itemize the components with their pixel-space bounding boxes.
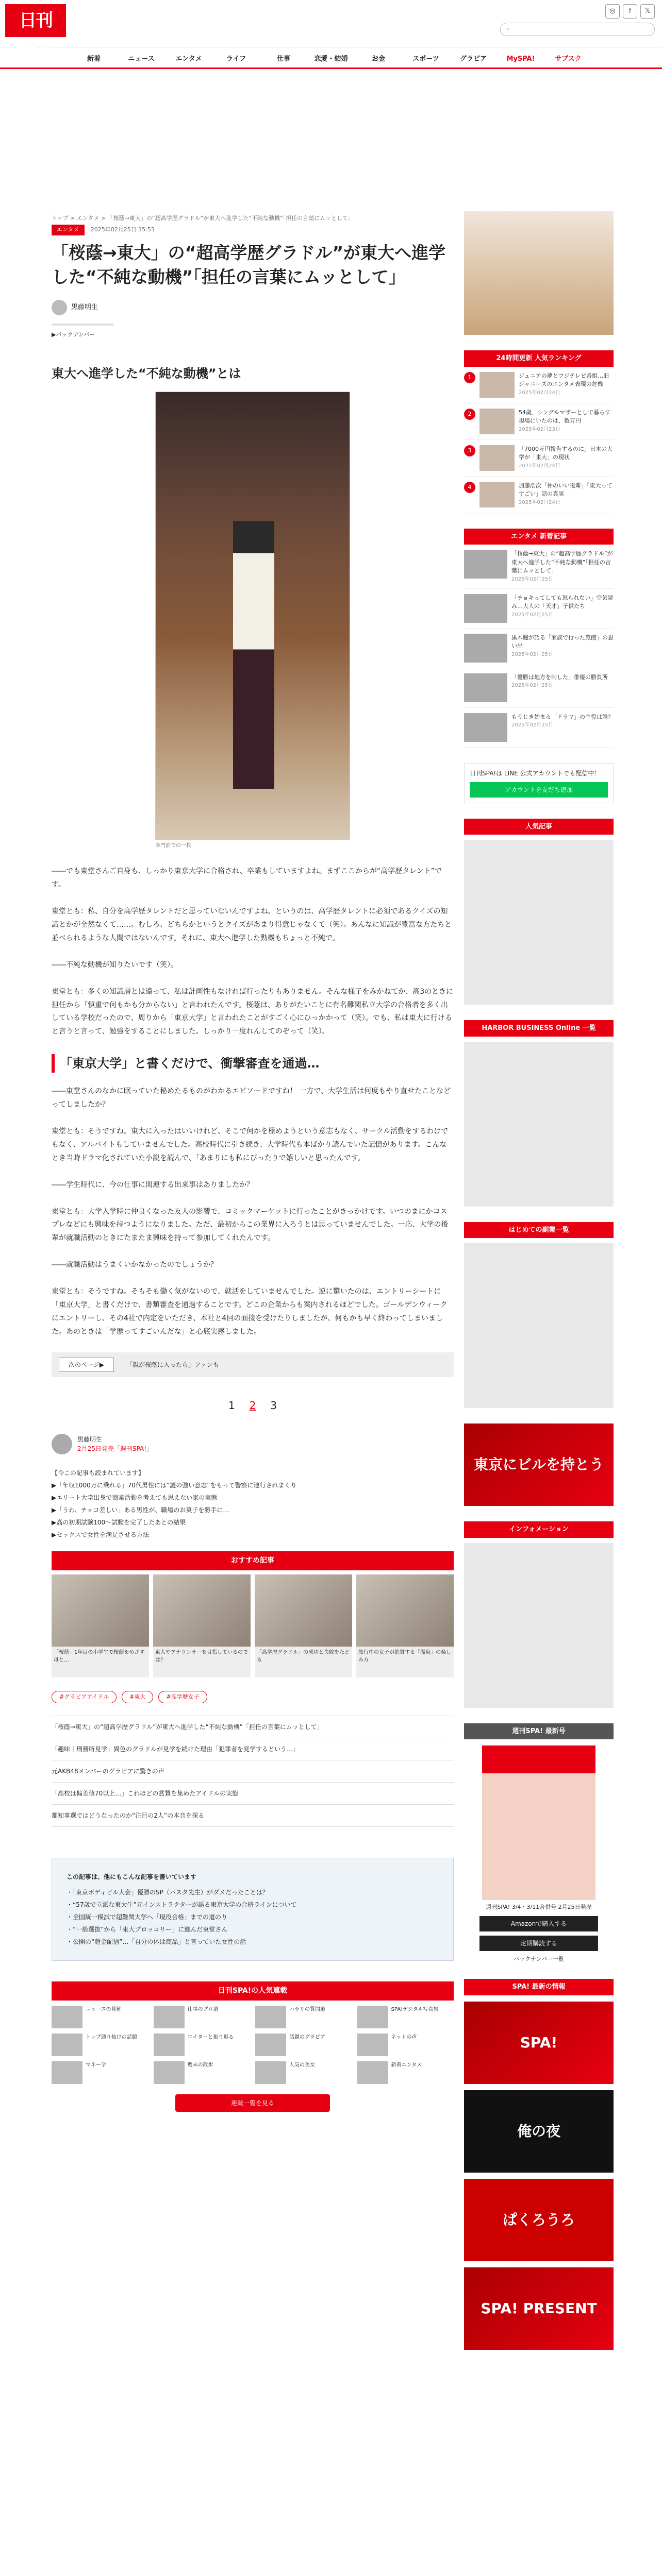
related-item[interactable]: 元AKB48メンバーのグラビアに驚きの声 [52,1760,454,1783]
nav-item[interactable]: サブスク [555,55,582,63]
popular-heading: 日刊SPA!の人気連載 [52,1981,454,2001]
paragraph: 東堂とも：そうですね。そもそも働く気がないので、就活をしていませんでした。逆に驚いたのは、エントリーシートに「東京大学」と書くだけで、書類審査を通過することです。どこの企業からも案内されるほどでした。ゴールデンウィークにエントリーし、その4社で内定をいただき、本社と4回の面接を受けたりしましたが、何もかも早く終わってしまいました。あのときは「学歴ってすごいんだな」と心底実感しました。 [52,1287,448,1336]
popular-thumb [255,2061,286,2084]
hajime-heading: はじめての副業一覧 [464,1222,614,1239]
paragraph: ――東堂さんのなかに眠っていた秘めたるものがわかるエピソードですね！ 一方で、大学生活は何度もやり直せたことなどってしましたか？ [52,1087,451,1109]
popular-item[interactable] [52,2006,148,2028]
nav-item[interactable]: グラビア [459,55,487,63]
new-date: 2025年02月25日 [511,683,553,688]
next-page-title[interactable]: 「親が桜蔭に入ったら」ファンも [126,1361,219,1368]
new-thumb [464,673,507,702]
main-nav [0,50,662,69]
popular-thumb [357,2061,388,2084]
site-logo[interactable]: 日刊SPA! [5,4,66,37]
popular-thumb [154,2006,185,2028]
author-name[interactable]: 黒藤明生 [71,303,98,312]
promo-banner[interactable]: 東京にビルを持とう [464,1423,614,1506]
info-list[interactable] [464,1543,614,1708]
ranking-item[interactable] [464,477,614,513]
writer-sub[interactable]: 2月25日発売「週刊SPA!」 [77,1445,153,1452]
link-item[interactable]: ▶「年収1000万に乗れる」70代男性には“謎の強い意志”をもって警察に連行されまくり [52,1481,297,1489]
ranking-heading: 24時間更新 人気ランキング [464,350,614,367]
new-articles-box [464,529,614,748]
popular-title[interactable]: ロイターと振り返る [187,2035,234,2041]
promo-banner[interactable]: ぱくろうろ [464,2179,614,2261]
section-heading: 東大へ進学した“不純な動機”とは [52,366,241,381]
new-thumb [464,594,507,623]
popular-thumb [255,2033,286,2056]
tag-pill[interactable]: #高学歴女子 [158,1691,207,1704]
popular-title[interactable]: トップ通り抜けの話題 [86,2035,137,2041]
nav-item[interactable]: 新着 [87,55,101,63]
popular-series [52,1981,454,2112]
line-text: 日刊SPA!は LINE 公式アカウントでも配信中！ [470,769,601,777]
nav-item[interactable]: エンタメ [175,55,202,63]
rank-date: 2025年02月24日 [519,463,560,469]
nav-item[interactable]: 恋愛・結婚 [314,55,348,63]
new-title[interactable]: 「優勝は地方を制した」俳優の勝負所 [511,673,608,681]
link-item[interactable]: ▶エリート大学出身で商業活動を考えても思えない家の実態 [52,1494,218,1501]
reco-title[interactable]: 東大やアナウンサーを目指しているのでは？ [155,1649,248,1663]
line-add-button[interactable]: アカウントを友だち追加 [470,782,608,798]
popular-item[interactable] [255,2006,352,2028]
page-link[interactable]: 1 [228,1399,235,1412]
rank-number: 1 [464,372,475,383]
more-heading: 人気記事 [464,819,614,835]
rank-thumb [479,482,515,507]
new-item[interactable] [464,668,614,708]
rank-date: 2025年02月23日 [519,426,560,432]
backnumber-link[interactable]: ▶バックナンバー [52,331,95,338]
reco-image [153,1574,251,1647]
new-date: 2025年02月25日 [511,576,553,582]
popular-thumb [52,2006,82,2028]
rank-title[interactable]: 「7000万円報告するのに」日本の大学が「東大」の現状 [519,445,613,461]
popular-item[interactable] [357,2061,454,2084]
new-thumb [464,634,507,663]
nav-item[interactable]: スポーツ [412,55,439,63]
info-box [464,1521,614,1708]
popular-title[interactable]: ネットの声 [391,2035,417,2041]
line-box [464,763,614,803]
related-list [52,1716,454,1827]
paragraph: 東堂とも：そうですね。東大に入ったはいいけれど、そこで何かを極めようという意志もなく、サークル活動をするわけでもなく、アルバイトもしていませんでした。高校時代に引き続き、大学時代も本ばかり読んでいた記憶があります。こんなとき当時ドラマ化されていた小説を読んで、「あまりにも私にぴったりで嬉しいと思ったんです。 [52,1127,449,1162]
box-heading: この記事は、他にもこんな記事を書いています [67,1873,197,1881]
paragraph: ――でも東堂さんご自身も、しっかり東京大学に合格され、卒業もしていますよね。まずここからが“高学歴タレント”です。 [52,867,442,889]
popular-item[interactable] [255,2033,352,2056]
avatar [52,1434,72,1454]
new-date: 2025年02月25日 [511,651,553,657]
new-item[interactable] [464,589,614,629]
rank-thumb [479,372,515,398]
writer-profile [52,1434,454,1454]
breadcrumb[interactable]: トップ > エンタメ > 「桜蔭→東大」の“超高学歴グラドル”が東大へ進学した“不純な動機”「担任の言葉にムッとして」 [52,215,354,222]
rank-number: 3 [464,445,475,456]
author[interactable] [52,300,454,315]
popular-item[interactable] [154,2061,251,2084]
avatar [52,300,67,315]
rank-title[interactable]: 加藤浩次「仲のいい後輩」「東大ってすごい」話の真実 [519,482,613,497]
more-series-button[interactable]: 連載一覧を見る [175,2094,330,2112]
article-title: 「桜蔭→東大」の“超高学歴グラドル”が東大へ進学した“不純な動機”「担任の言葉にムッとして」 [52,242,446,287]
next-page-bar[interactable] [52,1352,454,1377]
popular-thumb [52,2033,82,2056]
search-icon: ⌕ [507,25,510,32]
nav-item[interactable]: MySPA! [506,55,535,63]
new-date: 2025年02月25日 [511,722,553,728]
box-item[interactable]: ・公開の“超金配信”…「自分の体は商品」と言っていた女性の話 [67,1938,246,1946]
new-title[interactable]: 「チョキってしても怒られない」空気読み…大人の「天才」子供たち [511,594,614,609]
paragraph: 東堂とも：私、自分を高学歴タレントだと思っていないんですよね。というのは、高学歴タレントに必須であるクイズの知識とかが全然なくて……。むしろ、どちらかというとクイズがあまり得意じゃなくて（笑）。あんなに知識が豊富な方たちと並べられるような人間ではないんです。それに、東大へ進学した動機もちょっと不純で。 [52,907,452,942]
nav-item[interactable]: 仕事 [276,55,290,63]
reco-heading: おすすめ記事 [52,1551,454,1570]
reco-title[interactable]: 「桜蔭」1年目の小学生で桜蔭をめざす母と… [54,1649,145,1663]
reco-grid [52,1574,454,1677]
rank-date: 2025年02月24日 [519,499,560,505]
reco-card[interactable] [356,1574,454,1677]
paragraph: 東堂とも：多くの知識層とは違って、私は計画性もなければ行ったりもありません。そんな様子をみかねてか、高3のときに担任から「慎重で何もかも分からない」と言われたんです。桜蔭は、ありがたいことに有名難関私立大学の合格者を多く出している学校だったので、周りから「東京大学」と言われたことがすごく心にひっかかって（笑）。でも、私は東大に行けると言うと言って、勉強をすることにしました。しっかり一度れんしてのぞって（笑）。 [52,987,454,1036]
new-title[interactable]: 「桜蔭→東大」の“超高学歴グラドル”が東大へ進学した“不純な動機”「担任の言葉にムッとして」 [511,550,613,574]
popular-item[interactable] [154,2033,251,2056]
popular-item[interactable] [52,2033,148,2056]
new-heading: エンタメ 新着記事 [464,529,614,545]
more-box [464,819,614,1005]
photo-caption: 赤門前での一枚 [155,843,191,849]
ranking-item[interactable] [464,367,614,403]
new-item[interactable] [464,629,614,668]
rank-title[interactable]: ジュニアの夢とフジテレビ番組…旧ジャニーズのエンタメ表現の危機 [519,372,609,387]
article-list-placeholder[interactable] [464,840,614,1005]
box-item[interactable]: ・“57歳で立派な東大生”元インストラクターが語る東京大学の合格ラインについて [67,1901,297,1909]
link-item[interactable]: ▶高の初期試験100～試験を完了したあとの結果 [52,1518,186,1526]
weekly-date: 週刊SPA! 3/4・3/11合併号 2月25日発売 [486,1904,592,1910]
article-body [52,865,454,1039]
new-item[interactable] [464,708,614,748]
popular-item[interactable] [357,2033,454,2056]
paragraph: ――就職活動はうまくいかなかったのでしょうか？ [52,1261,218,1269]
popular-title[interactable]: 人気の美女 [289,2062,315,2069]
weekly-box [464,1723,614,1964]
new-date: 2025年02月25日 [511,612,553,618]
backnumber-link[interactable]: バックナンバー一覧 [514,1955,564,1962]
rank-date: 2025年02月24日 [519,389,560,396]
spa-info-box [464,1979,614,2350]
rank-number: 4 [464,482,475,493]
recommended-links [52,1467,454,1541]
popular-thumb [255,2006,286,2028]
popular-thumb [154,2033,185,2056]
paragraph: ――不純な動機が知りたいです（笑）。 [52,960,178,969]
magazine-cover[interactable] [482,1745,595,1900]
page-link[interactable]: 2 [249,1399,256,1412]
popular-title[interactable]: 週末の散歩 [187,2062,213,2069]
spa-heading: SPA! 最新の情報 [464,1979,614,1995]
box-item[interactable]: ・「東京ボディビル大会」優勝のSP（パスタ先生）がダメだったことは？ [67,1889,269,1896]
category-tag[interactable]: エンタメ [52,225,85,235]
reco-image [356,1574,454,1647]
hajime-box [464,1222,614,1409]
x-icon[interactable]: 𝕏 [640,4,655,19]
popular-grid [52,2006,454,2084]
new-item[interactable] [464,545,614,589]
popular-item[interactable] [154,2006,251,2028]
tag-pill[interactable]: #東大 [122,1691,153,1704]
article-body-2 [52,1085,454,1338]
links-heading: 【今この記事も読まれています】 [52,1469,145,1477]
nav-item[interactable]: ニュース [128,55,155,63]
reco-card[interactable] [52,1574,149,1677]
share-bar [52,324,113,326]
rank-number: 2 [464,409,475,420]
promo-banner[interactable]: 俺の夜 [464,2090,614,2173]
reco-card[interactable] [153,1574,251,1677]
popular-item[interactable] [255,2061,352,2084]
page-link[interactable]: 3 [270,1399,277,1412]
ranking-item[interactable] [464,440,614,477]
article-date: 2025年02月25日 15:53 [90,226,155,233]
author-articles-box [52,1858,454,1961]
new-title[interactable]: 黒木瞳が語る「家族で行った旅館」の思い出 [511,634,614,649]
sidebar [464,211,614,2365]
subheading: 「東京大学」と書くだけで、衝撃審査を通過… [52,1054,454,1073]
new-title[interactable]: もうじき始まる「ドラマ」の主役は誰？ [511,713,614,720]
reco-title[interactable]: 「高学歴グラドル」の成功と失敗をたどる [257,1649,350,1663]
reco-image [255,1574,352,1647]
photo-subject [233,521,274,789]
related-item[interactable]: 都知事選ではどうなったのか“注目の2人”の本音を探る [52,1805,454,1827]
popular-item[interactable] [357,2006,454,2028]
facebook-icon[interactable]: f [623,4,637,19]
hajime-list[interactable] [464,1243,614,1408]
popular-thumb [357,2006,388,2028]
reco-title[interactable]: 旅行中の女子が絶賛する「温泉」の楽しみ方 [358,1649,451,1663]
hb-list[interactable] [464,1042,614,1207]
new-thumb [464,550,507,579]
rank-thumb [479,445,515,471]
info-heading: インフォメーション [464,1521,614,1538]
reco-card[interactable] [255,1574,352,1677]
popular-title[interactable]: マネー学 [86,2062,106,2069]
weekly-heading: 週刊SPA! 最新号 [464,1723,614,1740]
sidebar-ad[interactable] [464,211,614,335]
writer-name[interactable]: 黒藤明生 [77,1435,103,1443]
hb-box [464,1020,614,1207]
ranking-box [464,350,614,513]
popular-title[interactable]: SPA!デジタル写真集 [391,2007,439,2013]
article-photo [155,392,350,840]
popular-title[interactable]: ハラリの質問道 [289,2007,325,2013]
popular-thumb [357,2033,388,2056]
pagination [52,1398,454,1413]
link-item[interactable]: ▶セックスで女性を満足させる方法 [52,1531,150,1538]
nav-item[interactable]: ライフ [226,55,246,63]
related-item[interactable]: 「桜蔭→東大」の“超高学歴グラドル”が東大へ進学した“不純な動機”「担任の言葉にムッとして」 [52,1716,454,1738]
nav-item[interactable]: お金 [371,55,385,63]
rank-thumb [479,409,515,434]
amazon-button[interactable]: Amazonで購入する [479,1916,598,1931]
ranking-item[interactable] [464,403,614,440]
instagram-icon[interactable]: ◎ [605,4,620,19]
popular-title[interactable]: 新着エンタメ [391,2062,422,2069]
popular-item[interactable] [52,2061,148,2084]
article [52,211,454,2112]
rank-title[interactable]: 54歳、シングルマザーとして暮らす現場にいたのは、数万円 [519,409,611,424]
new-thumb [464,713,507,742]
paragraph: 東堂とも：大学入学時に仲良くなった友人の影響で、コミックマーケットに行ったことがきっかけです。いつのまにかコスプレなどにも興味を持つようになりました。ただ、最初からこの業界に入ろうとは思っていませんでした。一応、大学の後輩が就職活動のときにたまたま興味を持って参加してくれたんです。 [52,1207,449,1243]
search-input[interactable] [500,23,655,36]
popular-title[interactable]: 話題のグラビア [289,2035,325,2041]
related-item[interactable]: 「趣味｜刑務所見学」異色のグラドルが見学を続けた理由「犯罪者を見学するという…」 [52,1738,454,1760]
tag-list [52,1691,454,1704]
box-item[interactable]: ・“一般選抜”から「東大ブロッコリー」に進んだ東堂さん [67,1926,228,1934]
popular-thumb [52,2061,82,2084]
popular-title[interactable]: 仕事のプロ道 [187,2007,219,2013]
subscribe-button[interactable]: 定期購読する [479,1936,598,1951]
popular-thumb [154,2061,185,2084]
link-item[interactable]: ▶「うわ、チョコ差しい」ある男性が、職場のお菓子を勝手に… [52,1506,229,1514]
hb-heading: HARBOR BUSINESS Online 一覧 [464,1020,614,1037]
tag-pill[interactable]: #グラビアアイドル [52,1691,117,1704]
box-item[interactable]: ・全国統一模試で超難関大学へ「現役合格」までの道のり [67,1913,228,1921]
related-item[interactable]: 「高校は偏差値70以上…」これほどの賞賛を集めたアイドルの実態 [52,1783,454,1805]
next-page-button[interactable]: 次のページ▶ [59,1358,114,1372]
popular-title[interactable]: ニュースの見解 [86,2007,122,2013]
promo-banner[interactable]: SPA! PRESENT [464,2267,614,2350]
promo-banner[interactable]: SPA! [464,2002,614,2084]
social-links [605,4,655,19]
reco-image [52,1574,149,1647]
paragraph: ――学生時代に、今の仕事に関連する出来事はありましたか？ [52,1180,254,1189]
